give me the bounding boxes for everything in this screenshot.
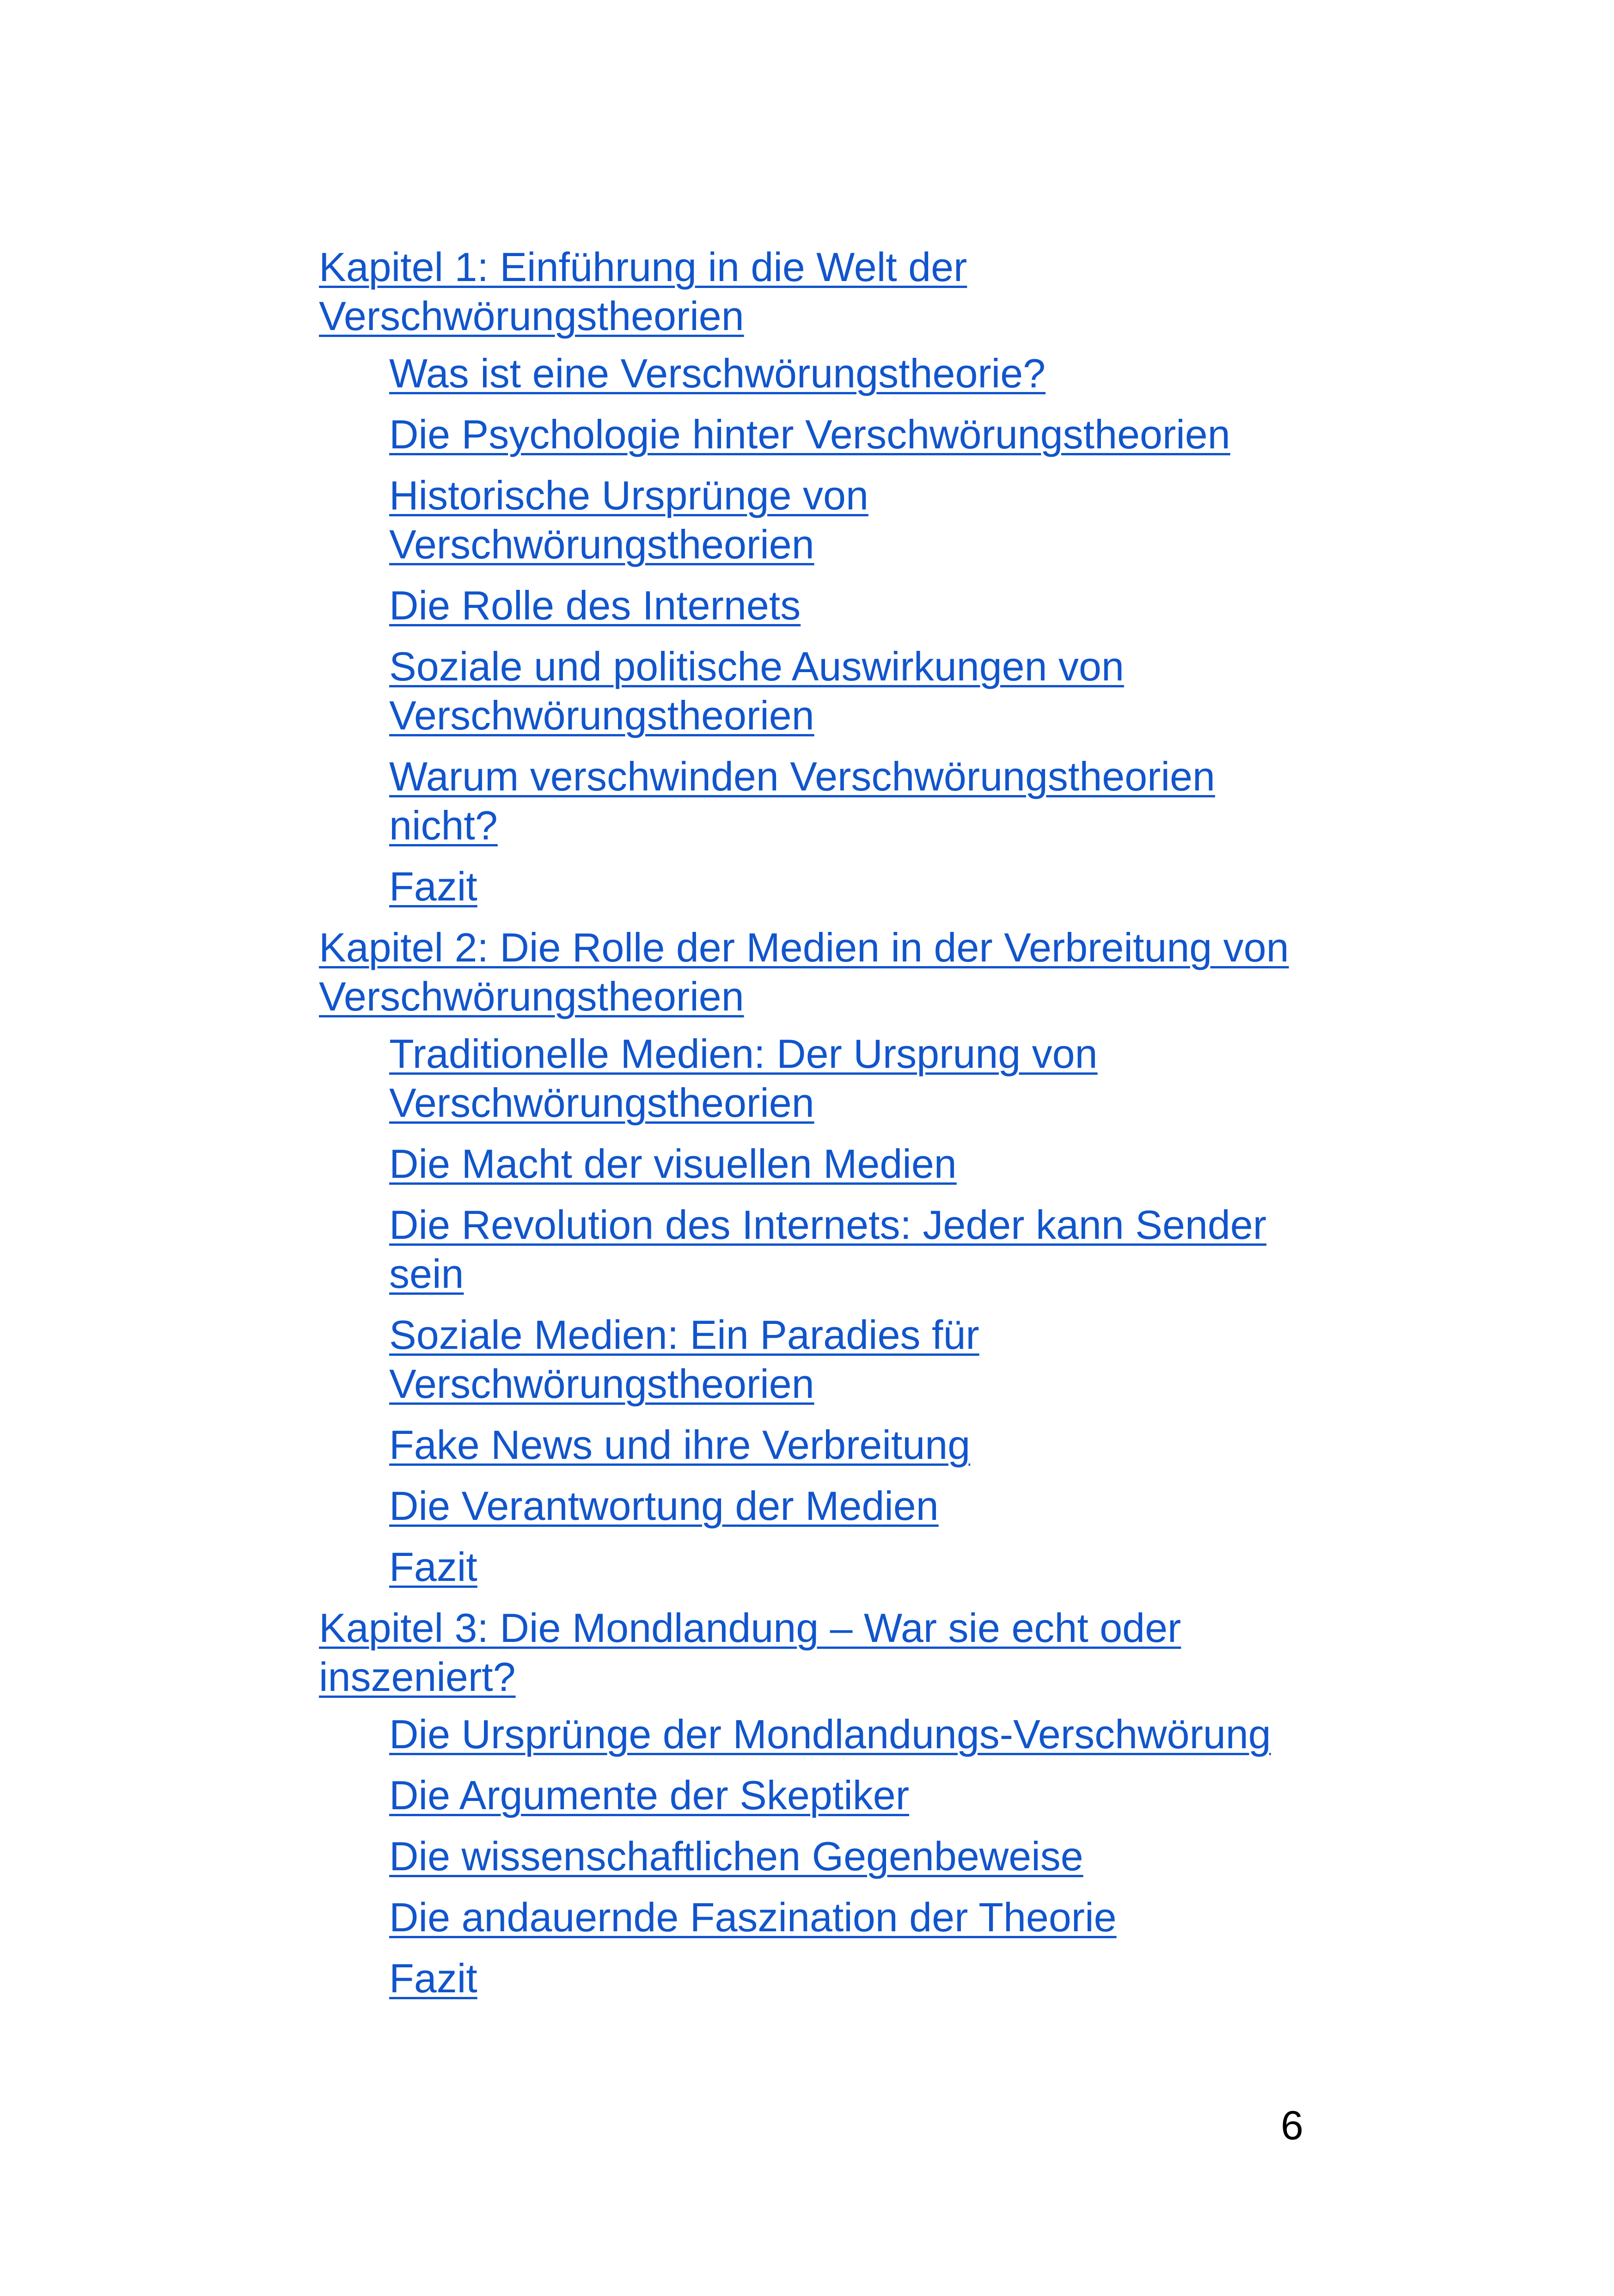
toc-section-item [389, 1832, 1299, 1881]
toc-chapter-link[interactable]: Kapitel 2: Die Rolle der Medien in der Verbreitung von Verschwörungstheorien [319, 925, 1289, 1019]
toc-section-link[interactable]: Soziale und politische Auswirkungen von Verschwörungstheorien [389, 643, 1124, 738]
toc-section-link[interactable]: Soziale Medien: Ein Paradies für Verschwörungstheorien [389, 1312, 979, 1407]
toc-section-list [319, 1029, 1299, 1592]
toc-section-link[interactable]: Die Rolle des Internets [389, 582, 801, 628]
toc-section-item [389, 642, 1299, 740]
toc-section-link[interactable]: Historische Ursprünge von Verschwörungstheorien [389, 472, 868, 567]
page-number: 6 [1281, 2102, 1303, 2148]
toc-section-link[interactable]: Die Psychologie hinter Verschwörungstheorien [389, 411, 1230, 457]
toc-section-link[interactable]: Die Argumente der Skeptiker [389, 1772, 910, 1818]
toc-section-link[interactable]: Fazit [389, 1955, 477, 2001]
toc-section-list [319, 1710, 1299, 2003]
toc-section-link[interactable]: Die Revolution des Internets: Jeder kann Sender sein [389, 1202, 1267, 1297]
toc-section-link[interactable]: Die wissenschaftlichen Gegenbeweise [389, 1833, 1083, 1879]
toc-section-link[interactable]: Die Macht der visuellen Medien [389, 1141, 957, 1187]
toc-section-item [389, 1710, 1299, 1759]
toc-section-list [319, 349, 1299, 911]
toc-section-item [389, 1200, 1299, 1298]
toc-section-item [389, 1029, 1299, 1127]
toc-section-link[interactable]: Die Ursprünge der Mondlandungs-Verschwörung [389, 1711, 1271, 1757]
toc-section-item [389, 1543, 1299, 1592]
toc-section-item [389, 1139, 1299, 1188]
toc-section-item [389, 471, 1299, 569]
toc-section-item [389, 862, 1299, 911]
toc-section-item [389, 1420, 1299, 1469]
toc-chapter-link[interactable]: Kapitel 1: Einführung in die Welt der Verschwörungstheorien [319, 244, 967, 339]
toc-section-link[interactable]: Traditionelle Medien: Der Ursprung von Verschwörungstheorien [389, 1031, 1098, 1126]
toc-chapter-2 [319, 923, 1299, 1592]
toc-chapter-3 [319, 1604, 1299, 2003]
table-of-contents [319, 243, 1299, 2015]
toc-section-item [389, 581, 1299, 630]
toc-section-link[interactable]: Warum verschwinden Verschwörungstheorien nicht? [389, 753, 1215, 848]
toc-section-link[interactable]: Fake News und ihre Verbreitung [389, 1422, 971, 1468]
toc-section-item [389, 349, 1299, 398]
toc-section-link[interactable]: Fazit [389, 863, 477, 909]
toc-section-link[interactable]: Die Verantwortung der Medien [389, 1483, 939, 1529]
toc-section-item [389, 1954, 1299, 2003]
toc-section-link[interactable]: Die andauernde Faszination der Theorie [389, 1894, 1117, 1940]
toc-chapter-link[interactable]: Kapitel 3: Die Mondlandung – War sie echt oder inszeniert? [319, 1605, 1181, 1700]
toc-section-item [389, 752, 1299, 850]
toc-section-item [389, 1893, 1299, 1942]
toc-section-item [389, 410, 1299, 459]
toc-section-link[interactable]: Fazit [389, 1544, 477, 1590]
toc-chapter-1 [319, 243, 1299, 911]
toc-section-item [389, 1482, 1299, 1531]
toc-section-item [389, 1771, 1299, 1820]
toc-section-link[interactable]: Was ist eine Verschwörungstheorie? [389, 350, 1046, 396]
toc-section-item [389, 1310, 1299, 1408]
